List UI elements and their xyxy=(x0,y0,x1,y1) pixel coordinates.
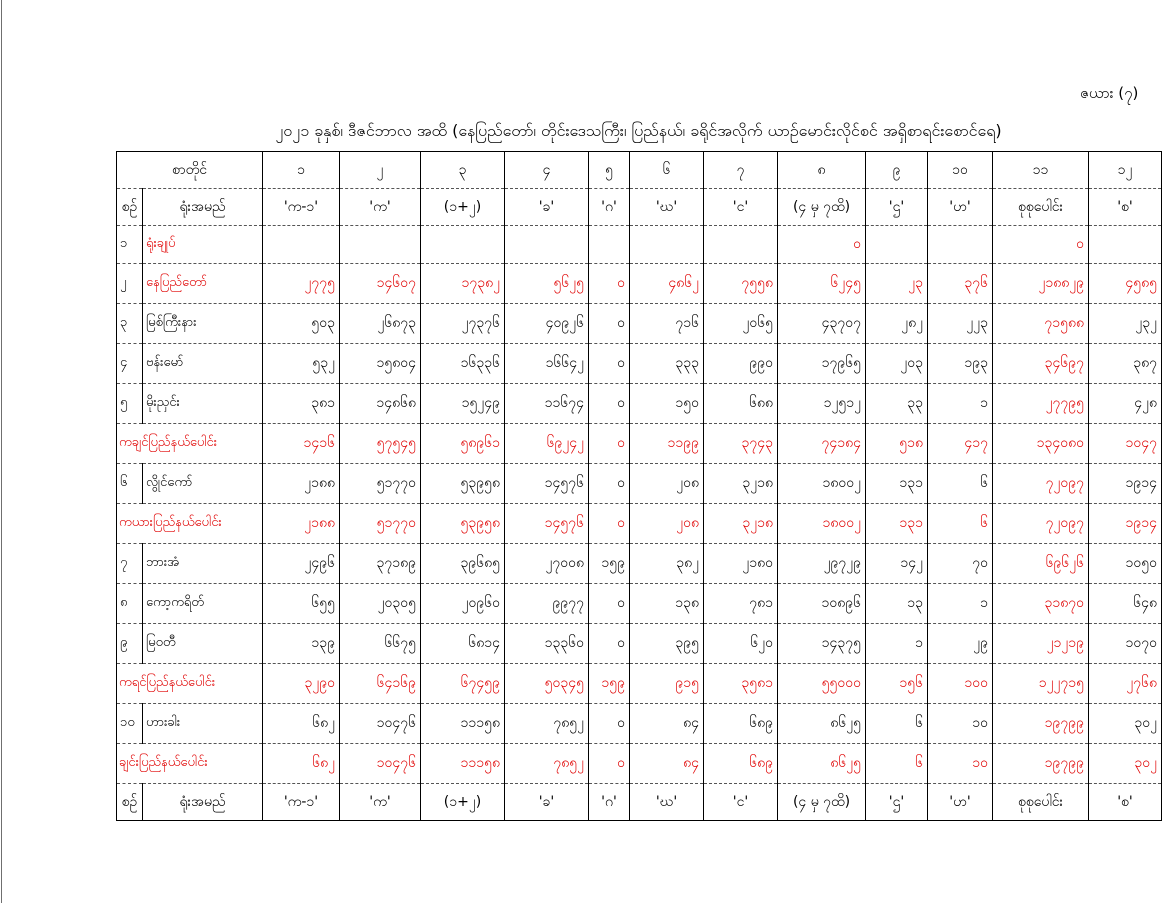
office-name: ဟားခါး xyxy=(143,704,263,744)
table-cell: ၁၀၄၇ xyxy=(1089,424,1162,464)
table-cell: ၃၇၄၃ xyxy=(704,424,778,464)
table-cell: ၂၄၉၆ xyxy=(263,544,340,584)
table-cell: ၆၆၇၅ xyxy=(340,624,421,664)
table-cell: ၁၇၃၈၂ xyxy=(421,264,505,304)
table-cell: ၄၅၈၅ xyxy=(1089,264,1162,304)
table-cell: ၆၈၉ xyxy=(704,744,778,784)
table-cell: ၃၂၁၈ xyxy=(704,504,778,544)
table-cell: ၁၅၉ xyxy=(589,544,630,584)
table-cell: ၁၁၁၅၈ xyxy=(421,704,505,744)
license-class-header: 'ဟ' xyxy=(928,189,993,226)
table-cell: ၁၆၃၃၆ xyxy=(421,344,505,384)
serial-number: ၁ xyxy=(117,226,143,264)
table-cell: ၁၈၀၀၂ xyxy=(778,464,866,504)
license-class-header: 'ခ' xyxy=(505,189,589,226)
table-cell: ၅၃၉၅၈ xyxy=(421,464,505,504)
table-cell xyxy=(340,226,421,264)
table-cell: ၄၁၇ xyxy=(928,424,993,464)
table-cell: ၅၅၀၀၀ xyxy=(778,664,866,704)
table-cell: ၁၃ xyxy=(866,584,928,624)
office-name: မြစ်ကြီးနား xyxy=(143,304,263,344)
table-cell xyxy=(928,226,993,264)
table-cell: ၅၃၂ xyxy=(263,344,340,384)
table-cell: ၇၂၀၉၇ xyxy=(993,504,1089,544)
license-class-header: 'ဟ' xyxy=(928,784,993,821)
table-cell: ၃၂၁၈ xyxy=(704,464,778,504)
table-cell: ၁၃၁ xyxy=(866,504,928,544)
column-number-header: ၁၀ xyxy=(928,152,993,189)
table-cell: ၂၀၉၆၀ xyxy=(421,584,505,624)
table-cell: ၇၈၅၂ xyxy=(505,704,589,744)
license-class-header: 'က' xyxy=(340,784,421,821)
column-number-header: ၂ xyxy=(340,152,421,189)
table-cell: ၇၈၅၂ xyxy=(505,744,589,784)
table-cell: ၉၁၅ xyxy=(630,664,704,704)
table-cell: ၆၂၄၅ xyxy=(778,264,866,304)
table-cell: ၇၀ xyxy=(928,544,993,584)
table-cell: ၀ xyxy=(589,464,630,504)
table-cell: ၁၅၈၀၄ xyxy=(340,344,421,384)
license-table xyxy=(116,151,1162,821)
table-cell: ၇၂၀၉၇ xyxy=(993,464,1089,504)
table-cell: ၂၇၇၉၅ xyxy=(993,384,1089,424)
table-cell: ၁၄၃၇၅ xyxy=(778,624,866,664)
table-cell xyxy=(866,226,928,264)
table-cell: ၈၄ xyxy=(630,744,704,784)
appendix-label: ဇယား (၇) xyxy=(1080,84,1139,102)
serial-number: ၅ xyxy=(117,384,143,424)
license-class-header: 'စ' xyxy=(1089,784,1162,821)
table-cell: ၅၁၇၇၀ xyxy=(340,504,421,544)
license-class-header: 'ဃ' xyxy=(630,189,704,226)
table-cell: ၁၀၄၇၆ xyxy=(340,744,421,784)
license-class-header: 'ဂ' xyxy=(589,784,630,821)
table-cell: ၇၅၅၈ xyxy=(704,264,778,304)
subtotal-row xyxy=(117,744,1162,784)
table-cell: ၃၁၈၇၀ xyxy=(993,584,1089,624)
table-cell: ၆၉၆၂၆ xyxy=(993,544,1089,584)
license-class-header: 'စ' xyxy=(1089,189,1162,226)
table-row xyxy=(117,226,1162,264)
table-cell: ၁၅၆ xyxy=(866,664,928,704)
license-class-header: 'ဌ' xyxy=(866,189,928,226)
license-class-header: စုစုပေါင်း xyxy=(993,784,1089,821)
table-cell: ၁၃၄၀၈၀ xyxy=(993,424,1089,464)
table-cell: ၄၂၈ xyxy=(1089,384,1162,424)
office-name-header: ရုံးအမည် xyxy=(143,189,263,226)
table-cell: ၁၄၅၇၆ xyxy=(505,464,589,504)
table-cell: ၆ xyxy=(866,744,928,784)
table-cell: ၉၉၀ xyxy=(704,344,778,384)
table-cell: ၅၆၂၅ xyxy=(505,264,589,304)
table-cell: ၅၃၉၅၈ xyxy=(421,504,505,544)
table-cell: ၁၃၃၆၀ xyxy=(505,624,589,664)
table-cell: ၂၉၇၂၉ xyxy=(778,544,866,584)
table-cell: ၁၁၉၉ xyxy=(630,424,704,464)
table-cell: ၆၉၂၄၂ xyxy=(505,424,589,464)
table-row xyxy=(117,384,1162,424)
table-cell: ၁ xyxy=(928,384,993,424)
license-class-header: 'ဌ' xyxy=(866,784,928,821)
table-cell: ၂၁၈၈ xyxy=(263,464,340,504)
table-cell: ၁၀ xyxy=(928,704,993,744)
table-cell: ၀ xyxy=(589,424,630,464)
office-name: နေပြည်တော် xyxy=(143,264,263,304)
table-cell: ၁၈၀၀၂ xyxy=(778,504,866,544)
serial-number: ၆ xyxy=(117,464,143,504)
column-number-header: ၉ xyxy=(866,152,928,189)
table-row xyxy=(117,304,1162,344)
table-cell: ၁၀၇၀ xyxy=(1089,624,1162,664)
table-cell: ၁၀၄၇၆ xyxy=(340,704,421,744)
table-cell xyxy=(1089,226,1162,264)
license-class-header: 'က-၁' xyxy=(263,189,340,226)
table-cell: ၆၈၂ xyxy=(263,704,340,744)
table-cell: ၃၅၈၁ xyxy=(704,664,778,704)
table-cell: ၉၉၇၇ xyxy=(505,584,589,624)
table-cell: ၂၁၈၈၂၉ xyxy=(993,264,1089,304)
table-cell: ၁၇၉၆၅ xyxy=(778,344,866,384)
column-number-header: ၆ xyxy=(630,152,704,189)
table-cell: ၁၆၆၄၂ xyxy=(505,344,589,384)
table-cell: ၀ xyxy=(589,304,630,344)
table-cell: ၆ xyxy=(928,464,993,504)
table-cell: ၂၇၀၀၈ xyxy=(505,544,589,584)
table-row xyxy=(117,624,1162,664)
table-cell: ၀ xyxy=(589,264,630,304)
subtotal-row xyxy=(117,664,1162,704)
table-cell: ၂၀၈ xyxy=(630,464,704,504)
table-cell: ၁ xyxy=(928,584,993,624)
table-cell: ၇၁၆ xyxy=(630,304,704,344)
table-cell: ၈၄ xyxy=(630,704,704,744)
license-class-header: (၄ မှ ၇ထိ) xyxy=(778,189,866,226)
table-cell: ၃၀၂ xyxy=(1089,704,1162,744)
column-number-header: ၃ xyxy=(421,152,505,189)
serial-number: ၁၀ xyxy=(117,704,143,744)
table-cell: ၄၀၉၂၆ xyxy=(505,304,589,344)
table-row xyxy=(117,344,1162,384)
serial-header: စဉ် xyxy=(117,784,143,821)
table-row xyxy=(117,464,1162,504)
subtotal-name: ချင်းပြည်နယ်ပေါင်း xyxy=(117,744,263,784)
table-cell: ၃၇၆ xyxy=(928,264,993,304)
table-cell: ၁၀၅၀ xyxy=(1089,544,1162,584)
column-label-header: စာတိုင် xyxy=(117,152,263,189)
table-cell: ၁၄၆၀၇ xyxy=(340,264,421,304)
table-cell: ၃၃၃ xyxy=(630,344,704,384)
table-cell: ၁၄၂ xyxy=(866,544,928,584)
table-cell: ၂၉ xyxy=(928,624,993,664)
table-cell: ၂၀၃ xyxy=(866,344,928,384)
table-row xyxy=(117,544,1162,584)
table-cell: ၆၅၅ xyxy=(263,584,340,624)
table-cell: ၂၇၃၇၆ xyxy=(421,304,505,344)
table-cell: ၄၈၆၂ xyxy=(630,264,704,304)
table-cell: ၄၃၇၀၇ xyxy=(778,304,866,344)
column-number-header: ၇ xyxy=(704,152,778,189)
table-cell: ၂၆၈၇၃ xyxy=(340,304,421,344)
serial-number: ၂ xyxy=(117,264,143,304)
license-class-header: (၁+၂) xyxy=(421,189,505,226)
office-name-header: ရုံးအမည် xyxy=(143,784,263,821)
office-name: မိုးညှင်း xyxy=(143,384,263,424)
table-cell: ၁၅၂၄၉ xyxy=(421,384,505,424)
table-cell: ၁၀၀ xyxy=(928,664,993,704)
table-cell: ၅၇၅၄၅ xyxy=(340,424,421,464)
table-cell: ၀ xyxy=(589,504,630,544)
table-cell: ၃၉၆၈၅ xyxy=(421,544,505,584)
office-name: ဘားအံ xyxy=(143,544,263,584)
table-cell: ၂၇၆၈ xyxy=(1089,664,1162,704)
table-cell: ၁၄၅၇၆ xyxy=(505,504,589,544)
column-number-header: ၅ xyxy=(589,152,630,189)
table-cell: ၃၈၁ xyxy=(263,384,340,424)
table-cell: ၂၇၇၅ xyxy=(263,264,340,304)
subtotal-row xyxy=(117,504,1162,544)
table-cell: ၆၈၂ xyxy=(263,744,340,784)
table-cell: ၃၂၉၀ xyxy=(263,664,340,704)
office-name: မြဝတီ xyxy=(143,624,263,664)
subtotal-name: ကယားပြည်နယ်ပေါင်း xyxy=(117,504,263,544)
table-cell: ၆ xyxy=(928,504,993,544)
table-cell: ၃၀၂ xyxy=(1089,744,1162,784)
table-cell: ၁၉၇၉၉ xyxy=(993,704,1089,744)
table-cell xyxy=(630,226,704,264)
license-class-header: 'ဂ' xyxy=(589,189,630,226)
table-cell: ၁၀ xyxy=(928,744,993,784)
table-cell: ၁၁၆၇၄ xyxy=(505,384,589,424)
table-cell xyxy=(704,226,778,264)
table-cell: ၃၈၇ xyxy=(1089,344,1162,384)
table-cell: ၇၈၁ xyxy=(704,584,778,624)
table-cell: ၁ xyxy=(866,624,928,664)
table-cell: ၁၁၁၅၈ xyxy=(421,744,505,784)
table-cell: ၅၁၇၇၀ xyxy=(340,464,421,504)
table-cell: ၇၄၁၈၄ xyxy=(778,424,866,464)
table-cell: ၃၄၆၉၇ xyxy=(993,344,1089,384)
footer-row-license-classes xyxy=(117,784,1162,821)
table-cell: ၃၈၂ xyxy=(630,544,704,584)
table-cell: ၂၂၃ xyxy=(928,304,993,344)
license-class-header: စုစုပေါင်း xyxy=(993,189,1089,226)
license-class-header: 'ဃ' xyxy=(630,784,704,821)
column-number-header: ၁၁ xyxy=(993,152,1089,189)
office-name: ကော့ကရိတ် xyxy=(143,584,263,624)
header-row-license-classes xyxy=(117,189,1162,226)
table-cell xyxy=(505,226,589,264)
serial-number: ၃ xyxy=(117,304,143,344)
office-name: လွိုင်ကော် xyxy=(143,464,263,504)
table-cell: ၁၂၅၁၂ xyxy=(778,384,866,424)
table-cell: ၆၈၈ xyxy=(704,384,778,424)
table-cell: ၁၀၈၉၆ xyxy=(778,584,866,624)
serial-number: ၇ xyxy=(117,544,143,584)
table-cell: ၂၀၃၀၅ xyxy=(340,584,421,624)
office-name: ဗန်းမော် xyxy=(143,344,263,384)
header-row-column-numbers xyxy=(117,152,1162,189)
table-cell: ၅၀၃၄၅ xyxy=(505,664,589,704)
table-cell: ၂၃ xyxy=(866,264,928,304)
page-title: ၂၀၂၁ ခုနှစ်၊ ဒီဇင်ဘာလ အထိ (နေပြည်တော်၊ တိုင်းဒေသကြီး၊ ပြည်နယ်၊ ခရိုင်အလိုက် ယာဉ်မောင်းလိုင်စင် အရှိစာရင်းစောင်ရေ) xyxy=(275,121,1002,140)
table-cell: ၁၉၁၄ xyxy=(1089,504,1162,544)
table-cell: ၂၁၈၀ xyxy=(704,544,778,584)
table-cell: ၁၉၃ xyxy=(928,344,993,384)
table-cell: ၆၄၁၆၉ xyxy=(340,664,421,704)
table-cell: ၅၈၉၆၁ xyxy=(421,424,505,464)
serial-number: ၉ xyxy=(117,624,143,664)
table-cell: ၁၉၇၉၉ xyxy=(993,744,1089,784)
table-cell: ၂၁၈၈ xyxy=(263,504,340,544)
office-name: ရုံးချုပ် xyxy=(143,226,263,264)
table-row xyxy=(117,584,1162,624)
license-class-header: 'င' xyxy=(704,189,778,226)
subtotal-name: ကရင်ပြည်နယ်ပေါင်း xyxy=(117,664,263,704)
table-cell: ၆၄၈ xyxy=(1089,584,1162,624)
table-cell: ၂၀၆၅ xyxy=(704,304,778,344)
page-left-border xyxy=(1,0,2,903)
table-cell: ၈၆၂၅ xyxy=(778,704,866,744)
column-number-header: ၄ xyxy=(505,152,589,189)
license-class-header: (၁+၂) xyxy=(421,784,505,821)
table-cell: ၅၀၃ xyxy=(263,304,340,344)
table-cell: ၈၆၂၅ xyxy=(778,744,866,784)
table-row xyxy=(117,264,1162,304)
table-cell: ၁၄၈၆၈ xyxy=(340,384,421,424)
table-cell: ၁၅၀ xyxy=(630,384,704,424)
column-number-header: ၁၂ xyxy=(1089,152,1162,189)
table-cell: ၀ xyxy=(993,226,1089,264)
table-cell: ၆၈၉ xyxy=(704,704,778,744)
table-cell: ၇၁၅၈၈ xyxy=(993,304,1089,344)
table-cell: ၁၅၉ xyxy=(589,664,630,704)
table-cell: ၂၃၂ xyxy=(1089,304,1162,344)
license-class-header: 'က-၁' xyxy=(263,784,340,821)
table-cell: ၀ xyxy=(589,624,630,664)
table-cell: ၁၄၁၆ xyxy=(263,424,340,464)
table-cell xyxy=(589,226,630,264)
table-cell: ၀ xyxy=(589,744,630,784)
table-cell: ၆ xyxy=(866,704,928,744)
license-class-header: 'ခ' xyxy=(505,784,589,821)
table-cell: ၁၂၂၇၁၅ xyxy=(993,664,1089,704)
table-cell: ၃၉၅ xyxy=(630,624,704,664)
table-cell: ၀ xyxy=(589,704,630,744)
table-cell: ၁၃၁ xyxy=(866,464,928,504)
table-cell: ၂၈၂ xyxy=(866,304,928,344)
table-cell: ၆၂၀ xyxy=(704,624,778,664)
license-class-header: (၄ မှ ၇ထိ) xyxy=(778,784,866,821)
table-cell: ၁၃၉ xyxy=(263,624,340,664)
table-cell: ၀ xyxy=(778,226,866,264)
table-cell: ၃၃ xyxy=(866,384,928,424)
table-cell: ၁၉၁၄ xyxy=(1089,464,1162,504)
table-cell xyxy=(421,226,505,264)
table-cell: ၂၁၂၁၉ xyxy=(993,624,1089,664)
serial-number: ၄ xyxy=(117,344,143,384)
subtotal-name: ကချင်ပြည်နယ်ပေါင်း xyxy=(117,424,263,464)
table-cell: ၂၀၈ xyxy=(630,504,704,544)
table-cell: ၀ xyxy=(589,584,630,624)
serial-number: ၈ xyxy=(117,584,143,624)
table-cell: ၀ xyxy=(589,384,630,424)
table-cell: ၆၈၁၄ xyxy=(421,624,505,664)
table-cell: ၅၁၈ xyxy=(866,424,928,464)
table-row xyxy=(117,704,1162,744)
column-number-header: ၈ xyxy=(778,152,866,189)
table-cell: ၀ xyxy=(589,344,630,384)
column-number-header: ၁ xyxy=(263,152,340,189)
table-cell: ၃၇၁၈၉ xyxy=(340,544,421,584)
table-cell: ၆၇၄၅၉ xyxy=(421,664,505,704)
subtotal-row xyxy=(117,424,1162,464)
license-class-header: 'က' xyxy=(340,189,421,226)
license-class-header: 'င' xyxy=(704,784,778,821)
table-cell: ၁၃၈ xyxy=(630,584,704,624)
table-cell xyxy=(263,226,340,264)
serial-header: စဉ် xyxy=(117,189,143,226)
